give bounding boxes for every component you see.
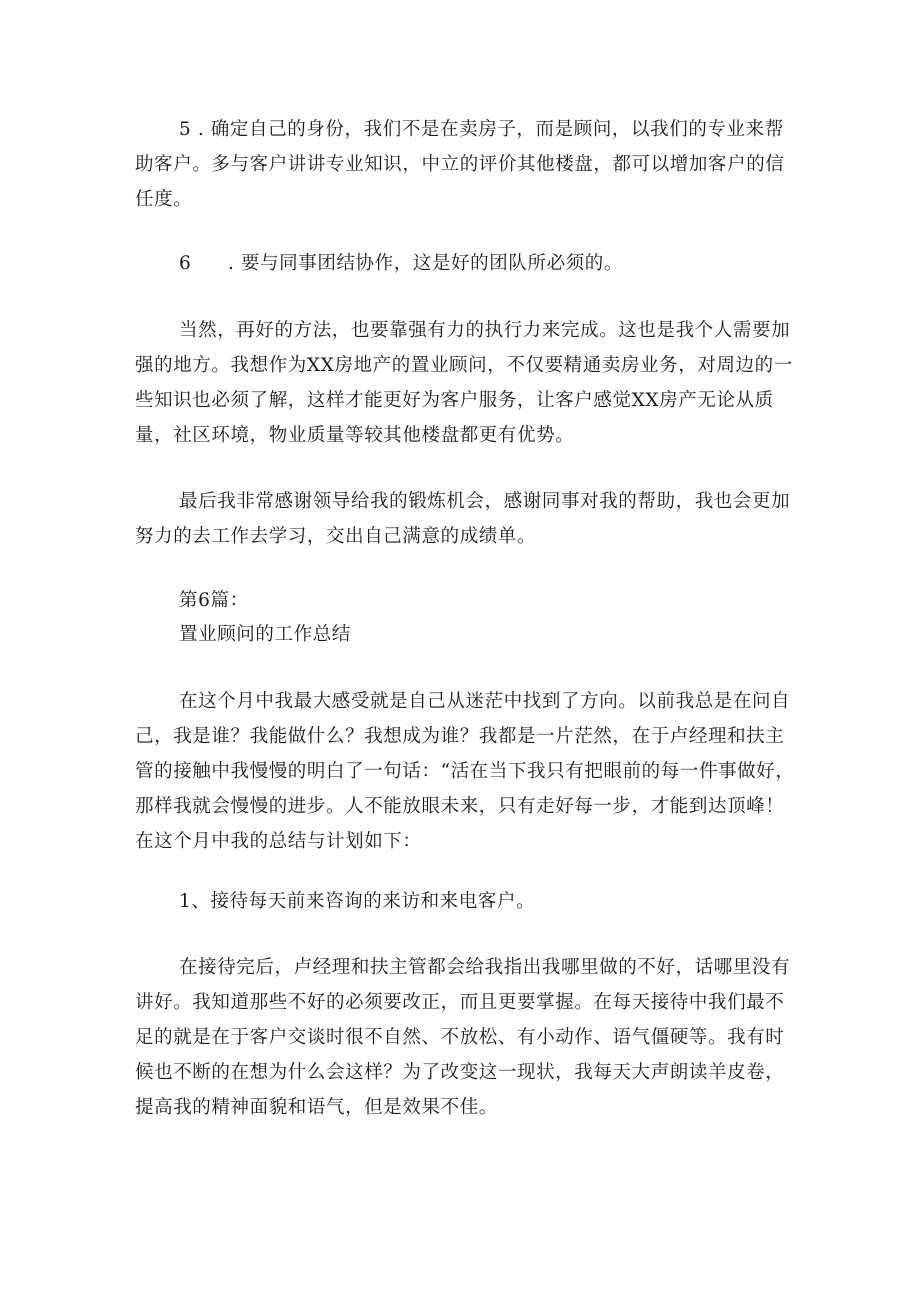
- point-1: 1、接待每天前来咨询的来访和来电客户。: [179, 891, 536, 912]
- section-heading: 第6篇：: [179, 590, 249, 611]
- list-item-6-text: . 要与同事团结协作，这是好的团队所必须的。: [228, 253, 623, 274]
- paragraph-intro: 在这个月中我最大感受就是自己从迷茫中找到了方向。以前我总是在问自己，我是谁？我能做什么？我想成为谁？我都是一片茫然，在于卢经理和扶主管的接触中我慢慢的明白了一句话：“活在当下我只有把眼前的每一件事做好，那样我就会慢慢的进步。人不能放眼未来，只有走好每一步，才能到达顶峰！在这个月中我的总结与计划如下：: [135, 691, 795, 852]
- section-title: 置业顾问的工作总结: [179, 624, 351, 645]
- list-item-5: 5 . 确定自己的身份，我们不是在卖房子，而是顾问，以我们的专业来帮助客户。多与客户讲讲专业知识，中立的评价其他楼盘，都可以增加客户的信任度。: [135, 119, 785, 210]
- paragraph-reception: 在接待完后，卢经理和扶主管都会给我指出我哪里做的不好，话哪里没有讲好。我知道那些不好的必须要改正，而且更要掌握。在每天接待中我们最不足的就是在于客户交谈时很不自然、不放松、有小动作、语气僵硬等。我有时候也不断的在想为什么会这样？为了改变这一现状，我每天大声朗读羊皮卷，提高我的精神面貌和语气，但是效果不佳。: [135, 957, 791, 1118]
- list-item-6-number: 6: [179, 253, 191, 274]
- paragraph-thanks: 最后我非常感谢领导给我的锻炼机会，感谢同事对我的帮助，我也会更加努力的去工作去学习，交出自己满意的成绩单。: [135, 491, 791, 547]
- paragraph-execution: 当然，再好的方法，也要靠强有力的执行力来完成。这也是我个人需要加强的地方。我想作为XX房地产的置业顾问，不仅要精通卖房业务，对周边的一些知识也必须了解，这样才能更好为客户服务，让客户感觉XX房产无论从质量，社区环境，物业质量等较其他楼盘都更有优势。: [135, 320, 793, 446]
